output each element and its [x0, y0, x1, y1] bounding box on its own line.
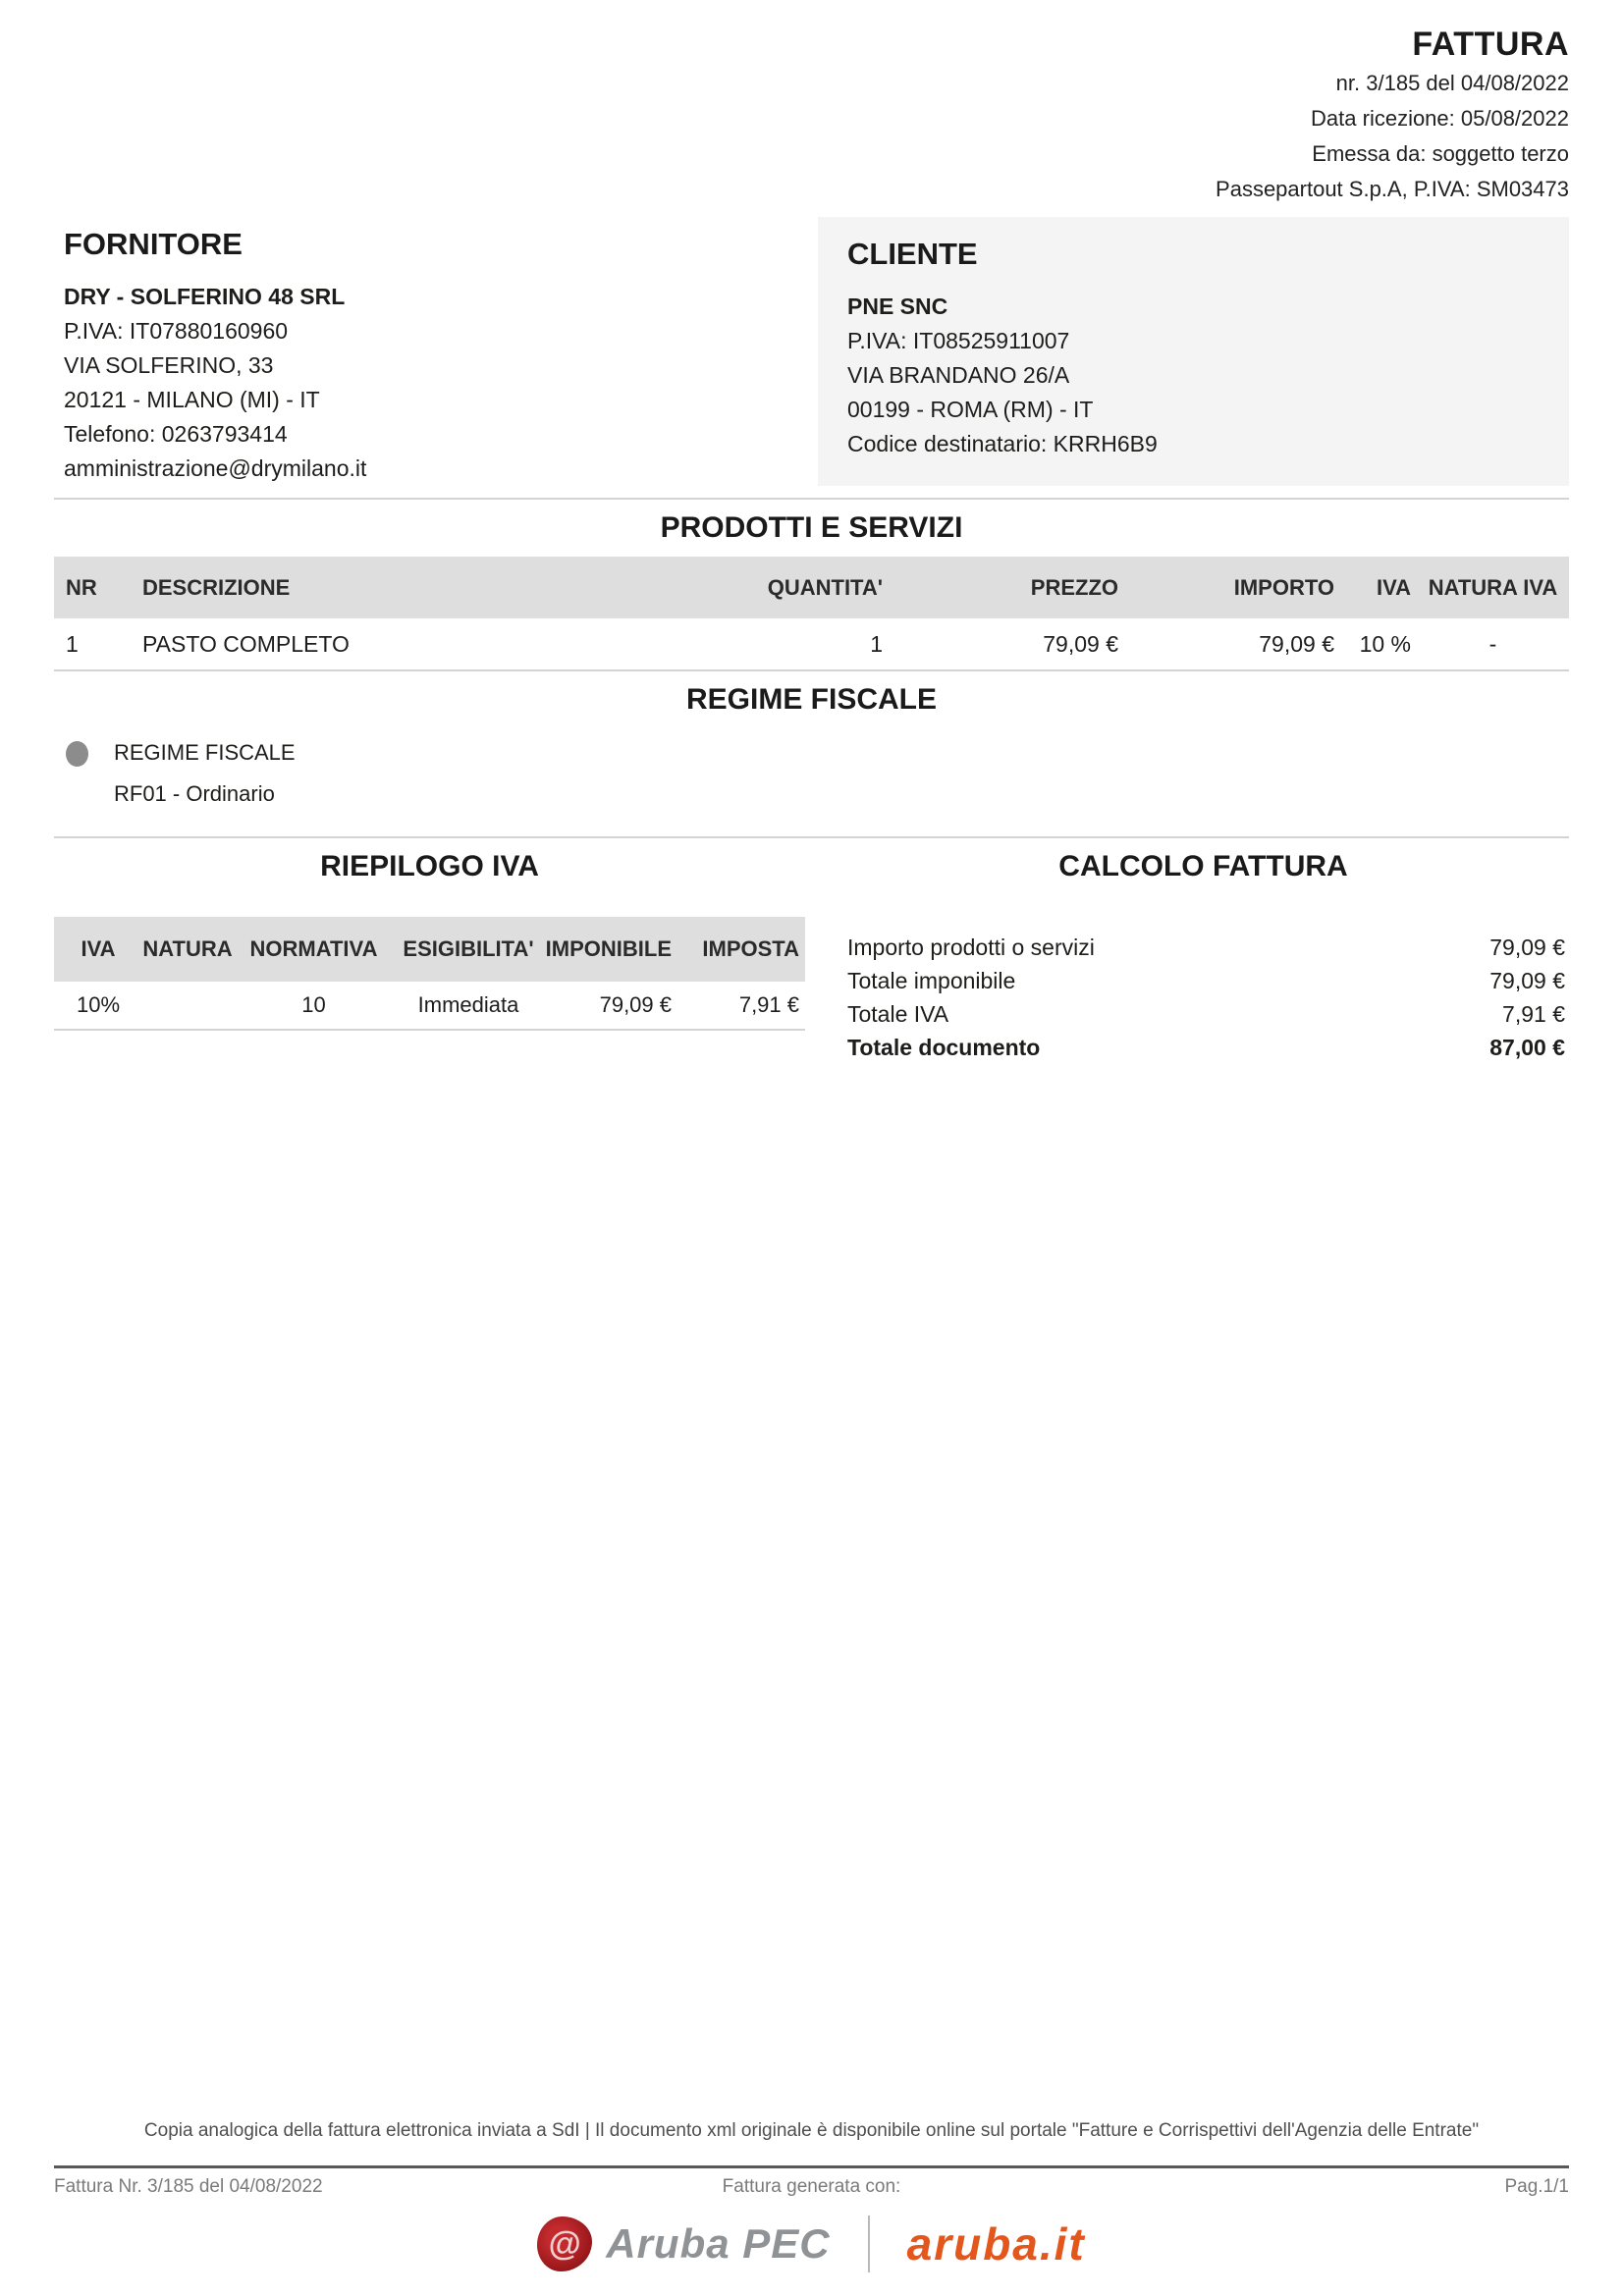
cliente-section: [818, 217, 1569, 486]
col-esigibilita: ESIGIBILITA': [403, 936, 534, 961]
prodotti-header-row: [54, 557, 1569, 618]
calc-value: 79,09 €: [1489, 934, 1565, 960]
parties-section: [54, 217, 1569, 486]
cliente-city: 00199 - ROMA (RM) - IT: [847, 397, 1094, 422]
footer-logos: [54, 2206, 1569, 2282]
col-iva: IVA: [1376, 574, 1411, 600]
summary-section: [54, 838, 1569, 1064]
table-row: [54, 982, 805, 1031]
calc-row-importo-prodotti: [847, 931, 1569, 964]
fornitore-piva: P.IVA: IT07880160960: [64, 318, 289, 344]
prodotti-title: PRODOTTI E SERVIZI: [660, 511, 963, 544]
calc-label: Totale documento: [847, 1035, 1041, 1060]
row-nr: 1: [66, 630, 79, 657]
footer-page-number: Pag.1/1: [1504, 2176, 1569, 2197]
col-iva: IVA: [81, 936, 116, 961]
regime-fiscale-item: [54, 728, 1569, 825]
row-imponibile: 79,09 €: [599, 992, 672, 1017]
fornitore-name: DRY - SOLFERINO 48 SRL: [64, 284, 346, 309]
col-prezzo: PREZZO: [1030, 574, 1118, 600]
bullet-dot-icon: [66, 741, 88, 767]
aruba-pec-logo: [537, 2216, 830, 2271]
calc-value: 79,09 €: [1489, 968, 1565, 993]
fornitore-phone: Telefono: 0263793414: [64, 421, 288, 447]
wax-seal-at-icon: @: [537, 2216, 592, 2271]
aruba-pec-logo-text: Aruba PEC: [606, 2220, 831, 2267]
col-nr: NR: [66, 574, 97, 600]
riepilogo-iva-section: [54, 838, 805, 1064]
calcolo-fattura-section: [838, 838, 1569, 1064]
logo-divider: [868, 2216, 870, 2272]
regime-fiscale-value: RF01 - Ordinario: [114, 781, 275, 806]
page-footer: [54, 2120, 1569, 2282]
calc-row-totale-imponibile: [847, 964, 1569, 997]
fornitore-address: VIA SOLFERINO, 33: [64, 352, 274, 378]
row-esigibilita: Immediata: [417, 992, 519, 1017]
receipt-date-line: Data ricezione: 05/08/2022: [1311, 106, 1569, 131]
regime-fiscale-label: REGIME FISCALE: [114, 740, 296, 765]
row-iva: 10%: [76, 992, 121, 1017]
software-vendor-line: Passepartout S.p.A, P.IVA: SM03473: [1216, 177, 1569, 201]
col-normativa: NORMATIVA: [249, 936, 378, 961]
prodotti-table: [54, 557, 1569, 671]
cliente-piva: P.IVA: IT08525911007: [847, 328, 1070, 353]
calc-label: Importo prodotti o servizi: [847, 934, 1095, 960]
col-importo: IMPORTO: [1233, 574, 1334, 600]
cliente-address: VIA BRANDANO 26/A: [847, 362, 1070, 388]
fornitore-city: 20121 - MILANO (MI) - IT: [64, 387, 320, 412]
fornitore-email: amministrazione@drymilano.it: [64, 455, 367, 481]
col-imposta: IMPOSTA: [702, 936, 799, 961]
calc-value: 7,91 €: [1502, 1001, 1565, 1027]
document-title: FATTURA: [1412, 26, 1569, 63]
cliente-heading: CLIENTE: [847, 237, 978, 271]
footer-invoice-ref: Fattura Nr. 3/185 del 04/08/2022: [54, 2176, 323, 2197]
riepilogo-header-row: [54, 917, 805, 982]
row-normativa: 10: [301, 992, 326, 1017]
col-natura: NATURA: [142, 936, 233, 961]
calc-value: 87,00 €: [1489, 1035, 1565, 1060]
row-iva: 10 %: [1359, 630, 1411, 657]
row-prezzo: 79,09 €: [1043, 630, 1118, 657]
footer-divider: [54, 2165, 1569, 2168]
fornitore-section: [54, 217, 702, 486]
footer-generated-with: Fattura generata con:: [722, 2176, 901, 2197]
col-natura-iva: NATURA IVA: [1428, 574, 1558, 600]
aruba-it-logo: aruba.it: [906, 2218, 1086, 2269]
riepilogo-iva-title: RIEPILOGO IVA: [320, 850, 539, 882]
table-row: [54, 618, 1569, 671]
row-descrizione: PASTO COMPLETO: [142, 630, 350, 657]
invoice-number-line: nr. 3/185 del 04/08/2022: [1335, 71, 1569, 95]
cliente-codice-destinatario: Codice destinatario: KRRH6B9: [847, 431, 1158, 456]
row-natura-iva: -: [1488, 630, 1497, 657]
col-quantita: QUANTITA': [767, 574, 883, 600]
calc-label: Totale imponibile: [847, 968, 1016, 993]
row-importo: 79,09 €: [1259, 630, 1334, 657]
calc-label: Totale IVA: [847, 1001, 949, 1027]
cliente-name: PNE SNC: [847, 294, 948, 319]
row-imposta: 7,91 €: [738, 992, 799, 1017]
regime-fiscale-title: REGIME FISCALE: [685, 683, 937, 716]
footer-legal-note: Copia analogica della fattura elettronica inviata a SdI | Il documento xml originale è disponibile online sul portale "Fatture e Corrispettivi dell'Agenzia delle Entrate": [143, 2120, 1480, 2141]
row-quantita: 1: [870, 630, 883, 657]
calc-row-totale-iva: [847, 997, 1569, 1031]
col-imponibile: IMPONIBILE: [545, 936, 672, 961]
fornitore-heading: FORNITORE: [64, 227, 243, 261]
col-descrizione: DESCRIZIONE: [142, 574, 291, 600]
document-header: [54, 0, 1569, 205]
issued-by-line: Emessa da: soggetto terzo: [1312, 141, 1569, 166]
calc-row-totale-documento: [847, 1031, 1569, 1064]
calcolo-fattura-title: CALCOLO FATTURA: [1058, 850, 1348, 882]
